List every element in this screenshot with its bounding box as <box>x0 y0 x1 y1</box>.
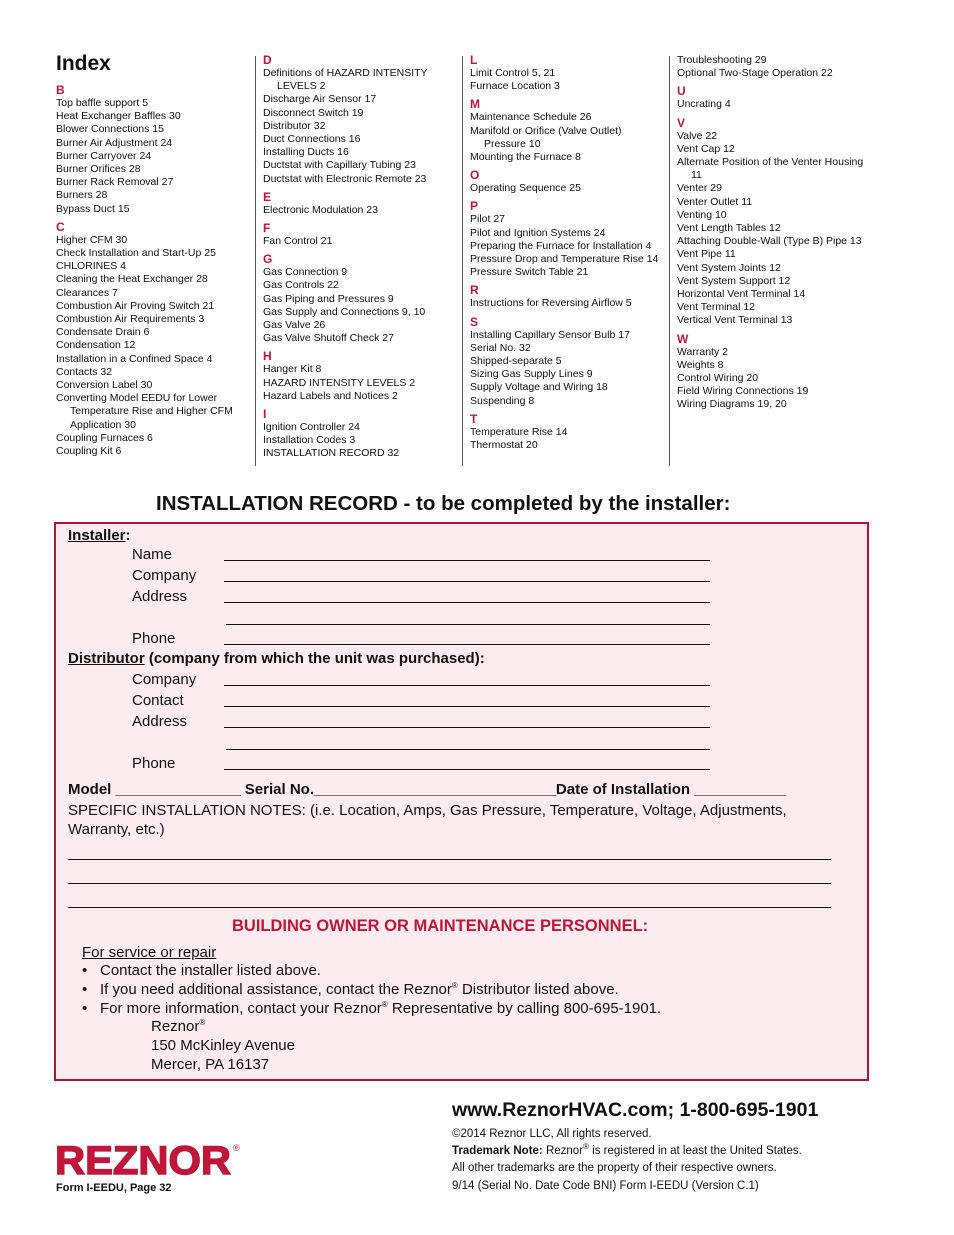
index-entry: Heat Exchanger Baffles 30 <box>56 110 181 123</box>
index-letter: E <box>263 189 272 204</box>
installer-phone-label: Phone <box>132 630 176 647</box>
bullet-dot-icon: • <box>82 981 88 998</box>
index-entry: Distributor 32 <box>263 119 326 132</box>
index-entry: Contacts 32 <box>56 365 113 378</box>
index-entry: Venter 29 <box>677 182 722 195</box>
bullet-text: Contact the installer listed above. <box>100 962 321 979</box>
index-letter: S <box>470 314 479 329</box>
index-entry: Top baffle support 5 <box>56 97 149 109</box>
index-entry: Suspending 8 <box>470 394 535 407</box>
index-entry: Bypass Duct 15 <box>56 202 130 215</box>
installer-company-field[interactable] <box>224 581 710 582</box>
index-entry: Pressure Switch Table 21 <box>470 266 589 279</box>
notes-field-1[interactable] <box>68 859 831 860</box>
index-entry: Field Wiring Connections 19 <box>677 385 809 398</box>
index-entry: Weights 8 <box>677 358 724 371</box>
index-entry: Vent Cap 12 <box>677 142 735 155</box>
index-entry: Shipped-separate 5 <box>470 355 562 368</box>
index-entry: Coupling Furnaces 6 <box>56 431 153 444</box>
index-entry: Sizing Gas Supply Lines 9 <box>470 368 593 381</box>
index-entry: Vertical Vent Terminal 13 <box>677 314 793 327</box>
index-entry: Venter Outlet 11 <box>677 195 753 208</box>
index-entry: Discharge Air Sensor 17 <box>263 93 377 106</box>
index-entry: Combustion Air Proving Switch 21 <box>56 299 215 312</box>
column-divider <box>462 56 463 466</box>
index-entry: Check Installation and Start-Up 25 <box>56 247 216 260</box>
index-column-3 <box>470 54 662 452</box>
index-entry: Warranty 2 <box>677 345 728 358</box>
index-entry: Coupling Kit 6 <box>56 445 122 458</box>
installer-address-label: Address <box>132 588 188 605</box>
distributor-company-field[interactable] <box>224 685 710 686</box>
index-entry: Thermostat 20 <box>470 439 538 452</box>
index-entry: Troubleshooting 29 <box>677 54 767 66</box>
trademark-note: Trademark Note: Reznor® is registered in at least the United States. <box>452 1142 802 1157</box>
index-entry: Operating Sequence 25 <box>470 182 581 195</box>
index-entry: Higher CFM 30 <box>56 233 128 246</box>
svg-text:®: ® <box>233 1143 240 1153</box>
address-street: 150 McKinley Avenue <box>151 1037 295 1054</box>
index-entry: Instructions for Reversing Airflow 5 <box>470 297 632 310</box>
index-entry: Manifold or Orifice (Valve Outlet) Pressure 10 <box>470 124 622 150</box>
installer-name-field[interactable] <box>224 560 710 561</box>
index-entry: Gas Connection 9 <box>263 266 348 279</box>
index-entry: Disconnect Switch 19 <box>263 106 364 119</box>
installation-notes-label: SPECIFIC INSTALLATION NOTES: (i.e. Location, Amps, Gas Pressure, Temperature, Voltage, Adjustments, <box>68 802 787 819</box>
index-entry: Pressure Drop and Temperature Rise 14 <box>470 253 659 266</box>
index-entry: Vent Pipe 11 <box>677 248 736 261</box>
index-entry: Horizontal Vent Terminal 14 <box>677 288 806 301</box>
form-code: 9/14 (Serial No. Date Code BNI) Form I-EEDU (Version C.1) <box>452 1180 759 1192</box>
index-entry: Hanger Kit 8 <box>263 363 322 376</box>
index-entry: CHLORINES 4 <box>56 260 127 273</box>
index-entry: Clearances 7 <box>56 286 118 299</box>
svg-text:REZNOR: REZNOR <box>55 1139 232 1183</box>
index-entry: Installation Codes 3 <box>263 434 356 447</box>
index-entry: Vent Length Tables 12 <box>677 222 781 235</box>
reznor-logo <box>55 1137 245 1183</box>
index-letter: V <box>677 115 686 130</box>
installer-heading <box>68 527 131 544</box>
index-letter: R <box>470 283 479 298</box>
distributor-address-field[interactable] <box>224 727 710 728</box>
index-entry: Control Wiring 20 <box>677 372 759 385</box>
index-entry: Supply Voltage and Wiring 18 <box>470 381 608 394</box>
index-entry: Ductstat with Capillary Tubing 23 <box>263 159 416 172</box>
index-entry: Ignition Controller 24 <box>263 421 360 434</box>
index-letter: I <box>263 407 267 422</box>
index-entry: Duct Connections 16 <box>263 133 361 146</box>
index-title: Index <box>56 52 111 75</box>
column-divider <box>669 56 670 466</box>
index-entry: Burner Carryover 24 <box>56 149 152 162</box>
index-entry: Burner Air Adjustment 24 <box>56 136 173 149</box>
index-entry: Combustion Air Requirements 3 <box>56 313 205 326</box>
index-entry: Alternate Position of the Venter Housing 11 <box>677 156 864 182</box>
index-entry: Gas Piping and Pressures 9 <box>263 292 394 305</box>
index-column-2 <box>263 54 453 461</box>
address-city: Mercer, PA 16137 <box>151 1056 270 1073</box>
index-entry: Pilot 27 <box>470 213 506 226</box>
index-entry: Electronic Modulation 23 <box>263 203 378 216</box>
bullet-text: For more information, contact your Reznor® Representative by calling 800-695-1901. <box>100 1000 662 1017</box>
index-letter: T <box>470 411 478 426</box>
index-entry: Installing Ducts 16 <box>263 146 349 159</box>
distributor-address-field-2[interactable] <box>226 749 710 750</box>
index-entry: Hazard Labels and Notices 2 <box>263 389 398 402</box>
installer-address-field-2[interactable] <box>226 624 710 625</box>
distributor-address-label: Address <box>132 713 188 730</box>
bullet-dot-icon: • <box>82 1000 88 1017</box>
index-letter: M <box>470 97 480 112</box>
index-entry: Conversion Label 30 <box>56 379 153 392</box>
distributor-contact-field[interactable] <box>224 706 710 707</box>
distributor-note: (company from which the unit was purchased): <box>144 650 485 667</box>
index-entry: Mounting the Furnace 8 <box>470 151 581 164</box>
index-entry: Ductstat with Electronic Remote 23 <box>263 172 427 185</box>
index-entry: Gas Supply and Connections 9, 10 <box>263 305 426 318</box>
notes-field-3[interactable] <box>68 907 831 908</box>
index-letter: W <box>677 331 689 346</box>
index-entry: Vent System Support 12 <box>677 274 791 287</box>
service-label: For service or repair <box>82 944 217 961</box>
index-entry: Definitions of HAZARD INTENSITY LEVELS 2 <box>263 67 428 93</box>
distributor-label: Distributor <box>68 650 145 667</box>
index-entry: Cleaning the Heat Exchanger 28 <box>56 273 208 286</box>
installation-record-title: INSTALLATION RECORD - to be completed by the installer: <box>156 492 731 515</box>
bullet-text: If you need additional assistance, contact the Reznor® Distributor listed above. <box>100 981 619 998</box>
model-serial-date-line: Model _______________ Serial No._____________________________Date of Installation ___________ <box>68 781 787 798</box>
index-entry: Serial No. 32 <box>470 341 531 354</box>
index-letter: D <box>263 53 272 67</box>
index-entry: Pilot and Ignition Systems 24 <box>470 226 606 239</box>
distributor-phone-label: Phone <box>132 755 176 772</box>
notes-field-2[interactable] <box>68 883 831 884</box>
index-entry: HAZARD INTENSITY LEVELS 2 <box>263 376 416 389</box>
index-letter: C <box>56 219 65 234</box>
index-entry: Venting 10 <box>677 208 727 221</box>
index-entry: Blower Connections 15 <box>56 123 164 136</box>
index-letter: H <box>263 349 272 364</box>
distributor-contact-label: Contact <box>132 692 184 709</box>
index-entry: Vent Terminal 12 <box>677 301 756 314</box>
index-entry: Gas Valve Shutoff Check 27 <box>263 332 394 345</box>
index-entry: Uncrating 4 <box>677 98 731 111</box>
index-entry: Fan Control 21 <box>263 235 333 248</box>
index-entry: Limit Control 5, 21 <box>470 67 556 79</box>
index-entry: Valve 22 <box>677 129 718 142</box>
index-entry: Wiring Diagrams 19, 20 <box>677 398 787 411</box>
index-letter: O <box>470 168 480 183</box>
index-entry: Burners 28 <box>56 189 108 202</box>
index-letter: G <box>263 252 273 267</box>
index-entry: Attaching Double-Wall (Type B) Pipe 13 <box>677 235 862 248</box>
installer-phone-field[interactable] <box>224 644 710 645</box>
index-entry: Condensate Drain 6 <box>56 326 150 339</box>
form-page-number: Form I-EEDU, Page 32 <box>56 1182 172 1194</box>
index-letter: P <box>470 199 479 214</box>
installer-name-label: Name <box>132 546 173 563</box>
index-letter: U <box>677 84 686 99</box>
distributor-heading <box>68 650 485 667</box>
index-entry: Installation in a Confined Space 4 <box>56 352 213 365</box>
index-entry: Furnace Location 3 <box>470 80 560 93</box>
index-entry: Vent System Joints 12 <box>677 261 781 274</box>
index-letter: F <box>263 221 271 236</box>
index-entry: Optional Two-Stage Operation 22 <box>677 67 833 80</box>
index-entry: Burner Rack Removal 27 <box>56 176 174 189</box>
index-letter: B <box>56 83 65 97</box>
index-entry: Gas Valve 26 <box>263 319 326 332</box>
index-column-4 <box>677 54 877 412</box>
installation-notes-label-2: Warranty, etc.) <box>68 821 165 838</box>
index-entry: Preparing the Furnace for Installation 4 <box>470 239 652 252</box>
installer-address-field[interactable] <box>224 602 710 603</box>
index-entry: Gas Controls 22 <box>263 279 339 292</box>
distributor-phone-field[interactable] <box>224 769 710 770</box>
address-company: Reznor® <box>151 1018 206 1035</box>
copyright: ©2014 Reznor LLC, All rights reserved. <box>452 1128 652 1140</box>
other-trademarks: All other trademarks are the property of their respective owners. <box>452 1162 777 1174</box>
index-entry: Installing Capillary Sensor Bulb 17 <box>470 328 630 341</box>
index-letter: L <box>470 53 478 67</box>
index-entry: Condensation 12 <box>56 339 136 352</box>
index-column-1 <box>56 84 248 458</box>
index-entry: INSTALLATION RECORD 32 <box>263 447 400 460</box>
bullet-dot-icon: • <box>82 962 88 979</box>
index-entry: Converting Model EEDU for Lower Temperature Rise and Higher CFM Application 30 <box>56 392 233 431</box>
building-owner-title: BUILDING OWNER OR MAINTENANCE PERSONNEL: <box>232 917 649 935</box>
column-divider <box>255 56 256 466</box>
installer-label: Installer <box>68 527 126 544</box>
website-phone: www.ReznorHVAC.com; 1-800-695-1901 <box>452 1099 819 1121</box>
distributor-company-label: Company <box>132 671 197 688</box>
installer-company-label: Company <box>132 567 197 584</box>
index-entry: Maintenance Schedule 26 <box>470 111 592 124</box>
index-entry: Burner Orifices 28 <box>56 163 141 176</box>
installer-colon: : <box>125 527 131 544</box>
index-entry: Temperature Rise 14 <box>470 425 568 438</box>
